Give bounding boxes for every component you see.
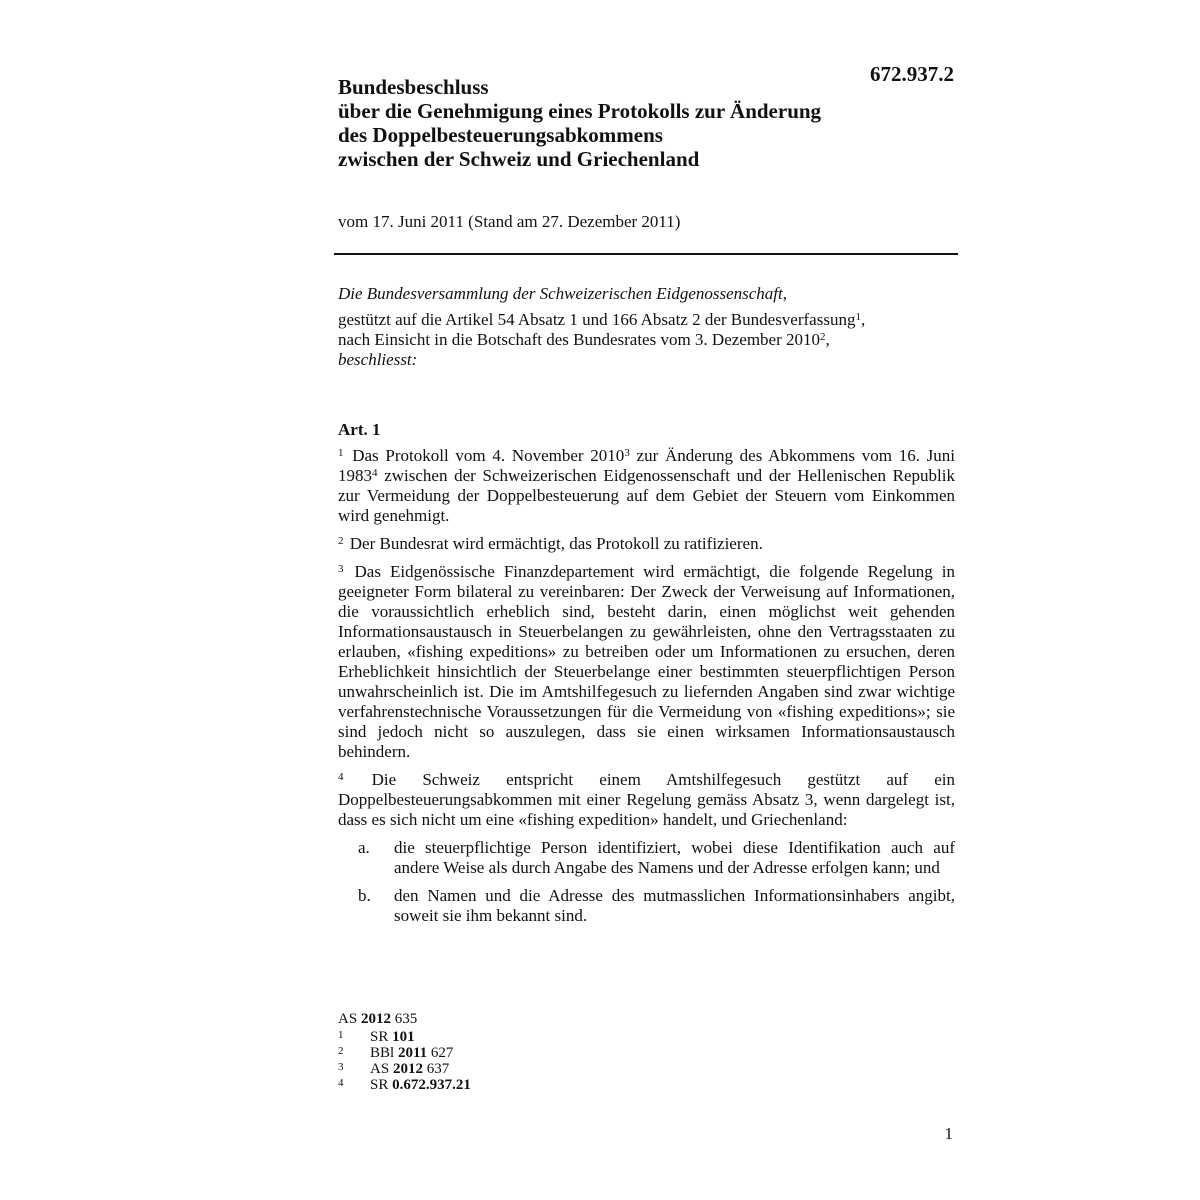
footnote — [338, 1061, 738, 1077]
paragraph-2 — [338, 534, 955, 554]
basis-text: gestützt auf die Artikel 54 Absatz 1 und 166 Absatz 2 der Bundesverfassung — [338, 310, 856, 329]
footnote-rest: 627 — [430, 1045, 454, 1061]
message-end: , — [825, 330, 830, 349]
page-number: 1 — [944, 1124, 953, 1143]
paragraph-number: 1 — [338, 447, 344, 459]
paragraph-text: Das Eidgenössische Finanzdepartement wird ermächtigt, die folgende Regelung in geeigneter Form bilateral zu vereinbaren: Der Zweck der Verweisung auf Informationen, die voraussichtlich erheblich sind, besteht darin, einen möglichst weit gehenden Informationsaustausch in Steuerbelangen zu gewährleisten, ohne den Vertragsstaaten zu erlauben, «fishing expeditions» zu betreiben oder um Informationen zu ersuchen, deren Erheblichkeit hinsichtlich der Steuerbelange einer bestimmten steuerpflichtigen Person unwahrscheinlich ist. Die im Amtshilfegesuch zu liefernden Angaben sind zwar wichtige verfahrenstechnische Voraussetzungen für die Vermeidung von «fishing expeditions»; sie sind jedoch nicht so auszulegen, dass sie einen wirksamen Informationsaustausch behindern. — [338, 562, 955, 761]
sr-number: 672.937.2 — [870, 62, 954, 86]
list-item — [338, 886, 955, 926]
footnote — [338, 1029, 738, 1045]
footnote-ref: 4 — [372, 467, 378, 479]
as-page: 635 — [394, 1011, 418, 1027]
list-text: den Namen und die Adresse des mutmasslichen Informationsinhabers angibt, soweit sie ihm bekannt sind. — [394, 886, 955, 925]
footnote — [338, 1077, 738, 1093]
footnote-number: 4 — [338, 1077, 344, 1089]
as-prefix: AS — [338, 1011, 358, 1027]
preamble-decides: beschliesst: — [338, 350, 418, 369]
footnotes — [338, 1011, 738, 1093]
list-item — [338, 838, 955, 878]
footnote-bold: 101 — [392, 1029, 415, 1045]
title-line: zwischen der Schweiz und Griechenland — [338, 147, 700, 171]
footnote — [338, 1045, 738, 1061]
paragraph-text: Der Bundesrat wird ermächtigt, das Protokoll zu ratifizieren. — [349, 534, 763, 553]
paragraph-number: 2 — [338, 535, 344, 547]
footnote-ref: 2 — [820, 331, 826, 343]
date-line: vom 17. Juni 2011 (Stand am 27. Dezember 2011) — [338, 212, 681, 231]
title-line: Bundesbeschluss — [338, 75, 489, 99]
paragraph-text: Die Schweiz entspricht einem Amtshilfegesuch gestützt auf ein Doppelbesteuerungsabkommen mit einer Regelung gemäss Absatz 3, wenn dargelegt ist, dass es sich nicht um eine «fishing expedition» handelt, und Griechenland: — [338, 770, 956, 829]
paragraph-text: Das Protokoll vom 4. November 2010 — [352, 446, 625, 465]
preamble-message — [338, 330, 955, 350]
title-line: über die Genehmigung eines Protokolls zur Änderung — [338, 99, 822, 123]
preamble-intro: Die Bundesversammlung der Schweizerischen Eidgenossenschaft, — [338, 284, 787, 303]
article-body — [338, 446, 955, 934]
footnote-bold: 2012 — [392, 1061, 423, 1077]
document-title — [338, 75, 938, 171]
basis-end: , — [860, 310, 866, 329]
footnote-ref: 1 — [855, 311, 861, 323]
footnote-bold: 2011 — [397, 1045, 428, 1061]
message-text: nach Einsicht in die Botschaft des Bundesrates vom 3. Dezember 2010 — [338, 330, 821, 349]
list-text: die steuerpflichtige Person identifiziert, wobei diese Identifikation auch auf andere Weise als durch Angabe des Namens und der Adresse erfolgen kann; und — [394, 838, 955, 877]
footnote-number: 3 — [338, 1061, 344, 1073]
header-divider — [334, 253, 958, 255]
list-letter: b. — [358, 886, 371, 905]
footnote-prefix: AS — [370, 1061, 390, 1077]
footnote-prefix: SR — [370, 1029, 389, 1045]
footnote-ref: 3 — [624, 447, 630, 459]
paragraph-1 — [338, 446, 955, 526]
as-year: 2012 — [360, 1011, 391, 1027]
paragraph-4 — [338, 770, 955, 830]
article-heading: Art. 1 — [338, 420, 381, 439]
footnote-number: 1 — [338, 1029, 344, 1041]
footnote-prefix: BBl — [370, 1045, 395, 1061]
title-line: des Doppelbesteuerungsabkommens — [338, 123, 663, 147]
paragraph-text: zwischen der Schweizerischen Eidgenossenschaft und der Hellenischen Republik zur Vermeidung der Doppelbesteuerung auf dem Gebiet der Steuern vom Einkommen wird genehmigt. — [338, 466, 955, 525]
paragraph-3 — [338, 562, 955, 762]
list-letter: a. — [358, 838, 370, 857]
condition-list — [338, 838, 955, 926]
paragraph-number: 3 — [338, 563, 344, 575]
footnote-rest: 637 — [426, 1061, 450, 1077]
preamble — [338, 284, 955, 370]
as-reference — [338, 1011, 738, 1027]
paragraph-text: zur Änderung des Abkommens vom 16. Juni 1983 — [338, 446, 956, 485]
footnote-bold: 0.672.937.21 — [392, 1077, 471, 1093]
paragraph-number: 4 — [338, 771, 344, 783]
footnote-prefix: SR — [370, 1077, 389, 1093]
preamble-basis — [338, 310, 955, 330]
footnote-number: 2 — [338, 1045, 344, 1057]
